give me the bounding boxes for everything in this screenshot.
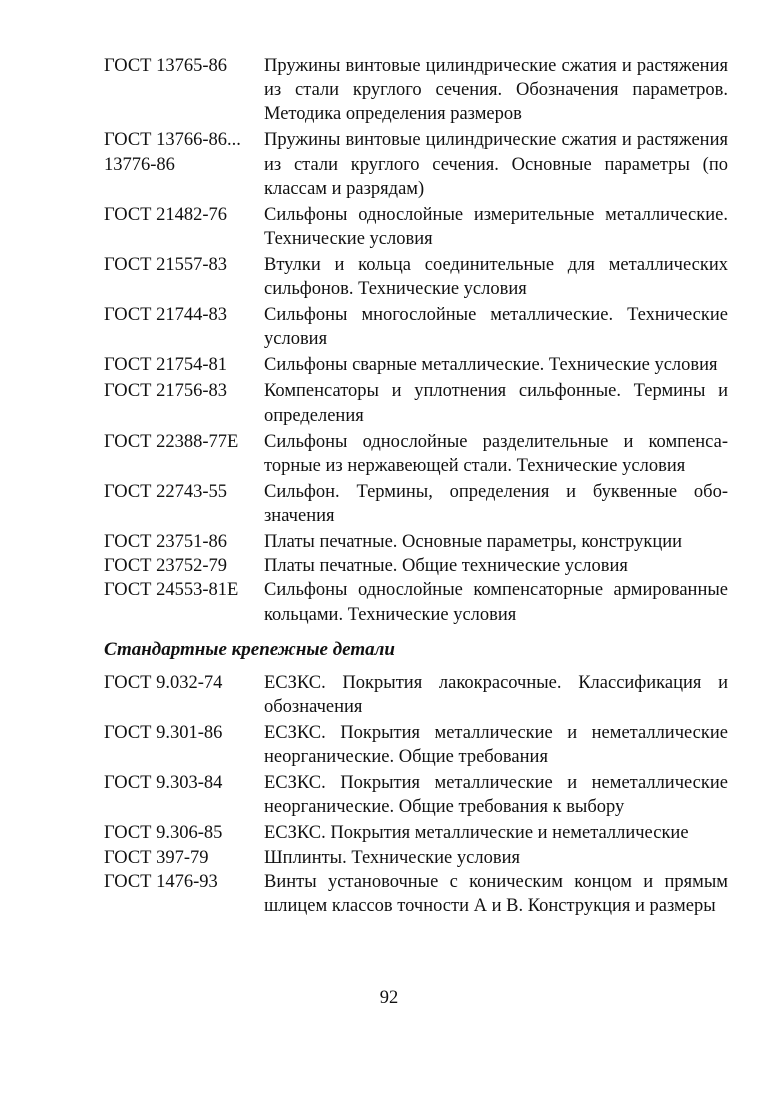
standard-title: Сильфоны сварные металлические. Технические условия xyxy=(264,355,718,376)
standard-code: ГОСТ 1476-93 xyxy=(104,871,218,892)
standard-code: ГОСТ 21557-83 xyxy=(104,255,227,276)
standard-code: ГОСТ 13765-86 xyxy=(104,56,227,76)
standard-code: ГОСТ 9.303-84 xyxy=(104,773,223,794)
standard-title: Компенсаторы и уплотнения сильфонные. Термины и определения xyxy=(264,381,728,426)
standard-title: Сильфоны однослойные измерительные металлические. Технические условия xyxy=(264,204,728,250)
standard-title: Сильфоны однослойные компенсаторные армированные кольцами. Технические условия xyxy=(264,580,728,625)
standard-code: ГОСТ 21482-76 xyxy=(104,204,227,225)
list-item xyxy=(104,379,728,427)
list-item xyxy=(104,721,728,769)
standard-code: ГОСТ 9.032-74 xyxy=(104,672,223,693)
list-item xyxy=(104,480,728,528)
standards-list-bellows xyxy=(104,54,728,627)
standard-code: ГОСТ 21754-81 xyxy=(104,355,227,376)
standard-title: ЕСЗКС. Покрытия металлические и неметаллические неорганические. Общие требования к выбору xyxy=(264,773,728,818)
list-item xyxy=(104,530,728,554)
list-item xyxy=(104,771,728,819)
standards-list-fasteners xyxy=(104,671,728,918)
list-item xyxy=(104,821,728,845)
page-number: 92 xyxy=(379,988,399,1008)
standard-code: ГОСТ 23752-79 xyxy=(104,556,227,577)
standard-code: ГОСТ 397-79 xyxy=(104,847,209,868)
standard-title: Платы печатные. Общие технические условия xyxy=(264,556,628,577)
list-item xyxy=(104,54,728,127)
standard-title: Сильфоны однослойные разделительные и компенсаторные из нержавеющей стали. Технические условия xyxy=(264,431,728,476)
list-item xyxy=(104,671,728,719)
standard-title: ЕСЗКС. Покрытия металлические и неметаллические xyxy=(264,823,689,844)
standard-code: ГОСТ 22388-77Е xyxy=(104,431,239,452)
section-heading: Стандартные крепежные детали xyxy=(104,638,395,660)
list-item xyxy=(104,578,728,626)
list-item xyxy=(104,303,728,351)
standard-title: Платы печатные. Основные параметры, конструкции xyxy=(264,532,683,553)
list-item xyxy=(104,253,728,301)
document-page xyxy=(104,54,728,918)
standard-code: ГОСТ 21756-83 xyxy=(104,381,227,402)
standard-code: ГОСТ 21744-83 xyxy=(104,305,227,326)
standard-code: ГОСТ 9.306-85 xyxy=(104,823,223,844)
standard-title: ЕСЗКС. Покрытия лакокрасочные. Классификация и обозначения xyxy=(264,672,728,718)
list-item xyxy=(104,870,728,918)
list-item xyxy=(104,554,728,578)
standard-title: Сильфон. Термины, определения и буквенные обозначения xyxy=(264,481,728,527)
standard-code: ГОСТ 13766-86... 13776-86 xyxy=(104,130,241,175)
standard-title: Винты установочные с коническим концом и прямым шлицем классов точности А и В. Конструкция и размеры xyxy=(264,871,728,917)
standard-title: Втулки и кольца соединительные для металлических сильфонов. Технические условия xyxy=(264,255,728,300)
list-item xyxy=(104,846,728,870)
standard-code: ГОСТ 24553-81Е xyxy=(104,580,239,601)
standard-code: ГОСТ 9.301-86 xyxy=(104,723,223,744)
list-item xyxy=(104,203,728,251)
standard-title: Сильфоны многослойные металлические. Технические условия xyxy=(264,305,728,350)
standard-title: ЕСЗКС. Покрытия металлические и неметаллические неорганические. Общие требования xyxy=(264,723,728,768)
list-item xyxy=(104,430,728,478)
list-item xyxy=(104,353,728,377)
standard-code: ГОСТ 23751-86 xyxy=(104,532,227,553)
standard-title: Шплинты. Технические условия xyxy=(264,847,520,868)
standard-title: Пружины винтовые цилиндрические сжатия и растяжения из стали круглого сечения. Обозначения параметров. Методика определения размеров xyxy=(264,56,728,125)
list-item xyxy=(104,128,728,201)
standard-code: ГОСТ 22743-55 xyxy=(104,481,227,502)
standard-title: Пружины винтовые цилиндрические сжатия и растяжения из стали круглого сечения. Основные параметры (по классам и разрядам) xyxy=(264,130,728,199)
